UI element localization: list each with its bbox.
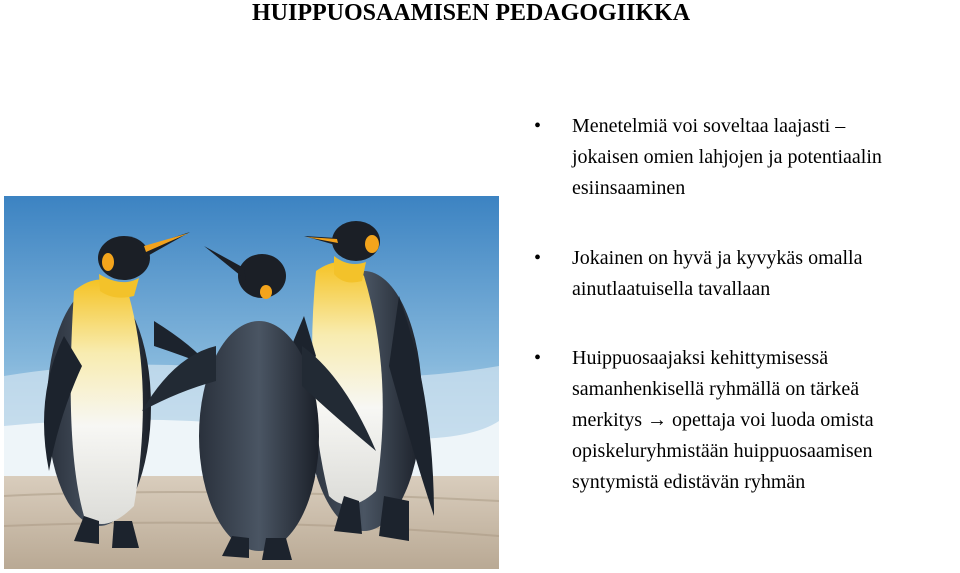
bullet-line: syntymistä edistävän ryhmän [572,471,806,493]
bullet-marker: • [534,247,542,269]
slide-title: HUIPPUOSAAMISEN PEDAGOGIIKKA [252,0,691,26]
bullet-marker: • [534,115,542,137]
bullet-line: jokaisen omien lahjojen ja potentiaalin [572,146,882,168]
bullet-text [572,111,960,204]
bullet-line: opiskeluryhmistään huippuosaamisen [572,440,873,462]
bullet-line: Jokainen on hyvä ja kyvykäs omalla [572,247,863,269]
bullet-line: Menetelmiä voi soveltaa laajasti – [572,115,846,137]
bullet-line: ainutlaatuisella tavallaan [572,278,771,300]
bullet-text [572,343,960,498]
bullet-text [572,243,960,305]
bullet-marker: • [534,347,542,369]
bullet-line: merkitys → opettaja voi luoda omista [572,409,874,431]
penguins-photo [4,196,499,569]
bullet-line: Huippuosaajaksi kehittymisessä [572,347,829,369]
bullet-line: samanhenkisellä ryhmällä on tärkeä [572,378,860,400]
bullet-line: esiinsaaminen [572,177,686,199]
